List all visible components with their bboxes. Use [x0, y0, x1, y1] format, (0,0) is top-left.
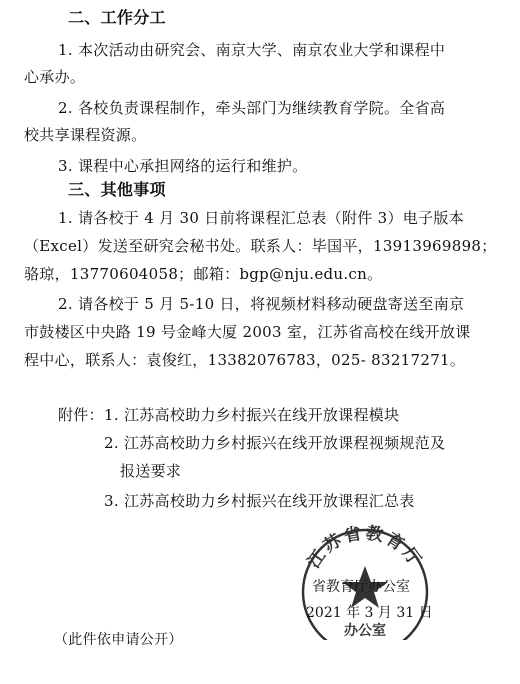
paragraph-2-1-line-1: 1. 本次活动由研究会、南京大学、南京农业大学和课程中: [58, 41, 446, 59]
section-heading-3: 三、其他事项: [68, 180, 166, 199]
seal-bottom-text: 办公室: [344, 623, 386, 639]
attachment-1: 1. 江苏高校助力乡村振兴在线开放课程模块: [104, 406, 400, 424]
paragraph-3-2-line-2: 市鼓楼区中央路 19 号金峰大厦 2003 室，江苏省高校在线开放课: [24, 323, 471, 341]
paragraph-3-1-line-3: 骆琼，13770604058；邮箱：bgp@nju.edu.cn。: [24, 265, 383, 283]
section-heading-2: 二、工作分工: [68, 8, 166, 27]
paragraph-3-2-line-3: 程中心，联系人：袁俊红，13382076783，025- 83217271。: [24, 351, 466, 369]
attachment-2-line-2: 报送要求: [120, 462, 182, 480]
attachment-3: 3. 江苏高校助力乡村振兴在线开放课程汇总表: [104, 492, 415, 510]
attachment-2-line-1: 2. 江苏高校助力乡村振兴在线开放课程视频规范及: [104, 434, 446, 452]
paragraph-2-2-line-1: 2. 各校负责课程制作，牵头部门为继续教育学院。全省高: [58, 99, 446, 117]
attachments-label: 附件：: [58, 406, 104, 424]
signing-date: 2021 年 3 月 31 日: [306, 605, 433, 621]
paragraph-3-1-line-1: 1. 请各校于 4 月 30 日前将课程汇总表（附件 3）电子版本: [58, 209, 464, 227]
signing-organization: 省教育厅办公室: [312, 579, 410, 595]
seal-top-text: 江苏省教育厅: [304, 523, 426, 572]
paragraph-3-1-line-2: （Excel）发送至研究会秘书处。联系人：毕国平，13913969898；: [24, 237, 497, 255]
paragraph-2-3: 3. 课程中心承担网络的运行和维护。: [58, 157, 308, 175]
paragraph-3-2-line-1: 2. 请各校于 5 月 5-10 日，将视频材料移动硬盘寄送至南京: [58, 295, 465, 313]
paragraph-2-2-line-2: 校共享课程资源。: [24, 126, 147, 144]
paragraph-2-1-line-2: 心承办。: [24, 68, 86, 86]
footer-note: （此件依申请公开）: [54, 632, 183, 648]
